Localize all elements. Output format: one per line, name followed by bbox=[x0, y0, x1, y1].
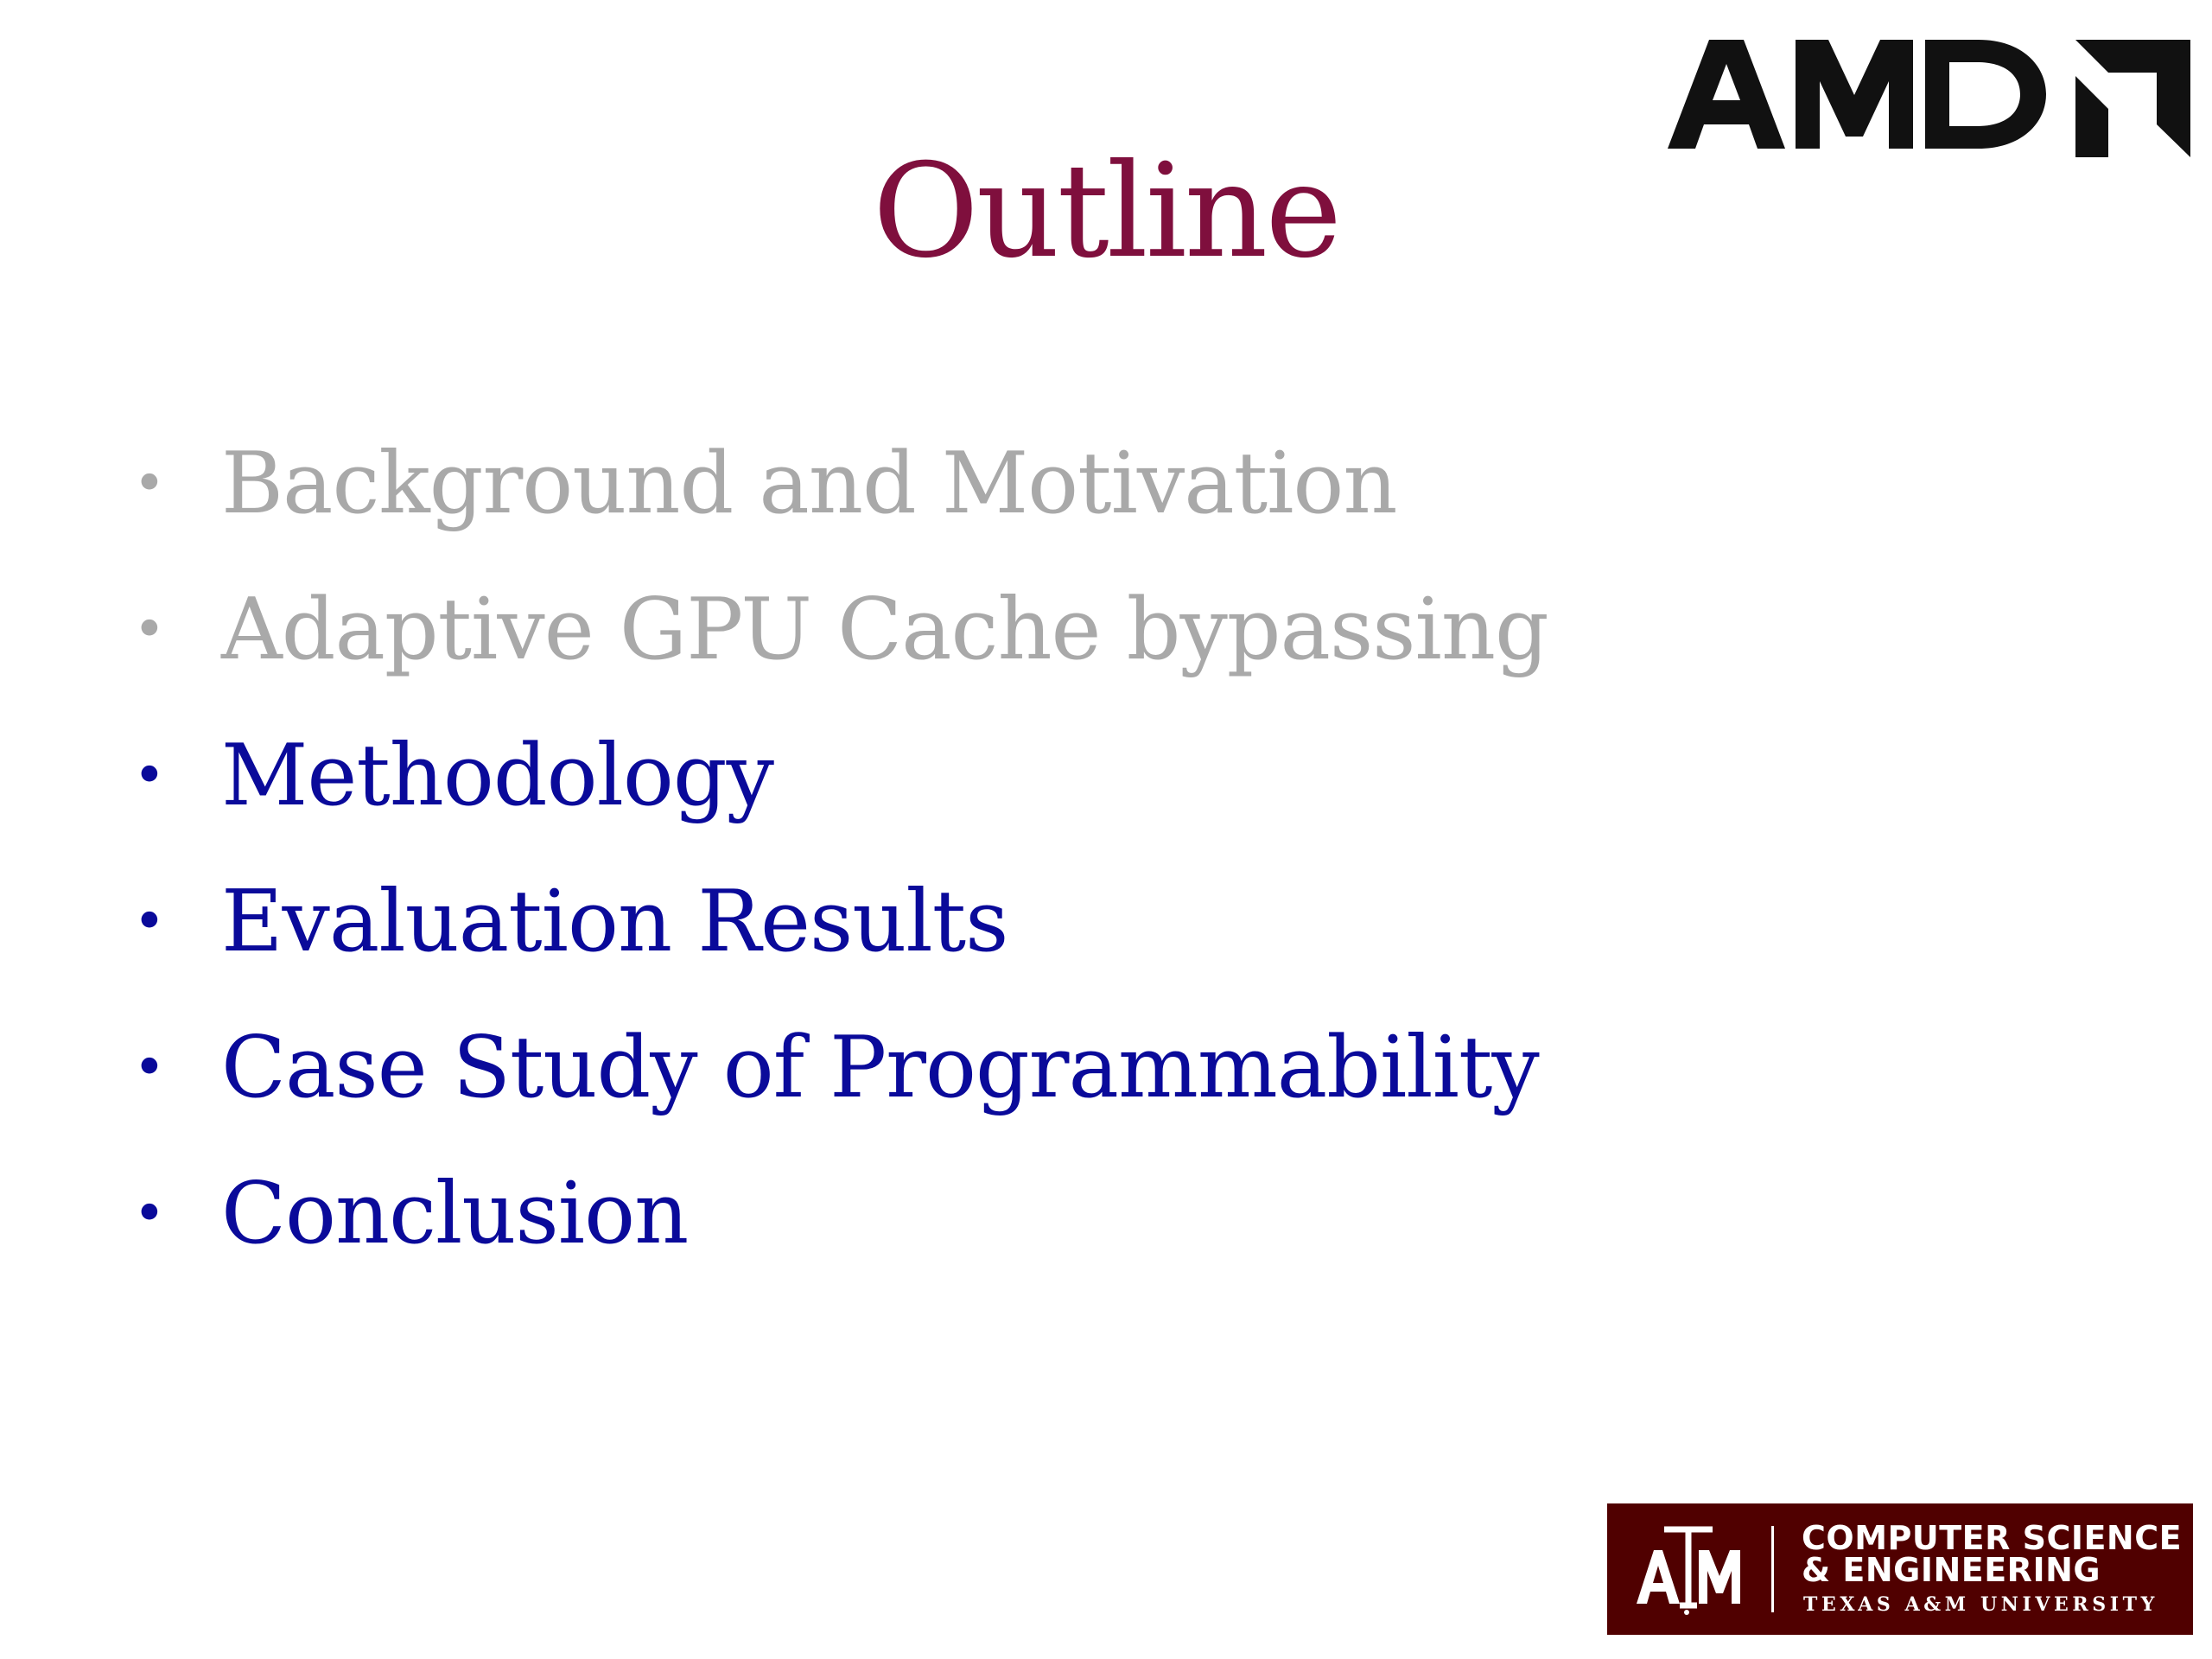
bullet-icon: • bbox=[133, 1181, 165, 1246]
outline-item-label: Adaptive GPU Cache bypassing bbox=[221, 580, 1548, 679]
dept-name-line1: COMPUTER SCIENCE bbox=[1802, 1519, 2183, 1557]
bullet-icon: • bbox=[133, 451, 165, 516]
dept-name-line2: & ENGINEERING bbox=[1802, 1551, 2101, 1589]
bullet-icon: • bbox=[133, 889, 165, 954]
outline-item-label: Background and Motivation bbox=[221, 434, 1397, 533]
university-name: TEXAS A&M UNIVERSITY bbox=[1803, 1593, 2158, 1616]
outline-item-label: Case Study of Programmability bbox=[221, 1018, 1539, 1117]
outline-item-methodology bbox=[130, 702, 1548, 849]
outline-item-adaptive-cache-bypassing bbox=[130, 556, 1548, 702]
outline-item-conclusion bbox=[130, 1141, 1548, 1287]
logo-divider bbox=[1771, 1526, 1774, 1612]
outline-item-label: Conclusion bbox=[221, 1164, 689, 1263]
bullet-icon: • bbox=[133, 1035, 165, 1100]
outline-item-label: Evaluation Results bbox=[221, 872, 1008, 971]
slide-title: Outline bbox=[872, 137, 1340, 287]
outline-item-evaluation-results bbox=[130, 849, 1548, 995]
outline-item-background-motivation bbox=[130, 410, 1548, 556]
tamu-cse-logo bbox=[1607, 1503, 2193, 1635]
outline-item-case-study bbox=[130, 995, 1548, 1141]
outline-list bbox=[130, 410, 1548, 1287]
atm-logo-mark bbox=[1633, 1522, 1744, 1618]
outline-item-label: Methodology bbox=[221, 726, 774, 825]
bullet-icon: • bbox=[133, 597, 165, 662]
bullet-icon: • bbox=[133, 743, 165, 808]
